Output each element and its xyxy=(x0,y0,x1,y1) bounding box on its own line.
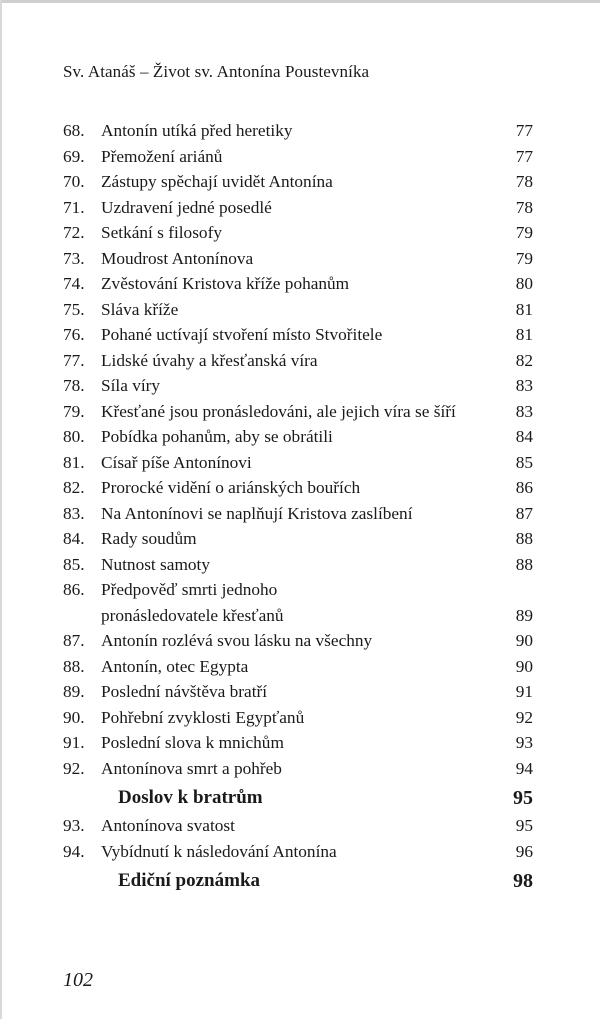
toc-entry-page: 89 xyxy=(515,605,533,625)
toc-entry xyxy=(63,195,533,221)
toc-entry-page: 90 xyxy=(515,631,533,650)
toc-entry-page: 80 xyxy=(515,274,533,293)
toc-entry-number: 72. xyxy=(63,223,85,242)
toc-entry xyxy=(63,220,533,246)
toc-entry-number: 84. xyxy=(63,529,85,548)
toc-entry-title: Zvěstování Kristova kříže pohanům xyxy=(101,274,350,293)
toc-entry-page: 88 xyxy=(515,554,533,574)
toc-entry-title: Antonín rozlévá svou lásku na všechny xyxy=(101,631,373,650)
toc-section-title: Ediční poznámka xyxy=(118,870,261,891)
toc-entry-title: Zástupy spěchají uvidět Antonína xyxy=(101,172,333,191)
toc-entry xyxy=(63,475,533,501)
toc-entry-page: 79 xyxy=(515,223,533,242)
toc-entry-number: 88. xyxy=(63,656,85,676)
toc-entry-page: 96 xyxy=(515,841,533,861)
toc-entry-title: Pohané uctívají stvoření místo Stvořitele xyxy=(101,325,383,344)
toc-section-heading xyxy=(63,781,533,813)
toc-section-heading xyxy=(63,864,533,896)
toc-entry-title: Antonín utíká před heretiky xyxy=(101,121,293,140)
toc-entry-number: 76. xyxy=(63,325,85,344)
toc-entry-number: 78. xyxy=(63,376,85,395)
toc-entry-number: 90. xyxy=(63,707,85,727)
toc-entry-number: 69. xyxy=(63,146,85,166)
toc-entry-number: 79. xyxy=(63,401,85,421)
toc-entry-number: 85. xyxy=(63,554,85,574)
toc-entry-title: Antonínova svatost xyxy=(101,816,235,835)
toc-entry-number: 94. xyxy=(63,841,85,861)
toc-entry-title: Prorocké vidění o ariánských bouřích xyxy=(101,478,361,497)
toc-entry xyxy=(63,169,533,195)
toc-entry-page: 93 xyxy=(515,733,533,752)
toc-entry-title: Pohřební zvyklosti Egypťanů xyxy=(101,707,305,727)
toc-entry-page: 94 xyxy=(515,758,533,778)
toc-entry xyxy=(63,501,533,527)
toc-entry-number: 81. xyxy=(63,452,85,472)
toc-entry-title: Na Antonínovi se naplňují Kristova zaslíbení xyxy=(101,503,413,523)
toc-entry-page: 83 xyxy=(515,401,533,421)
toc-entry-title: Uzdravení jedné posedlé xyxy=(101,197,272,217)
toc-entry-page: 92 xyxy=(515,707,533,727)
toc-entry-title: Síla víry xyxy=(101,376,161,395)
toc-entry xyxy=(63,603,533,629)
page-number: 102 xyxy=(63,969,93,991)
toc-entry-title: pronásledovatele křesťanů xyxy=(101,605,284,625)
toc-entry-number: 73. xyxy=(63,248,85,268)
toc-entry-number: 80. xyxy=(63,427,85,446)
toc-entry xyxy=(63,424,533,450)
toc-entry-number: 82. xyxy=(63,478,85,497)
toc-entry-title: Přemožení ariánů xyxy=(101,146,223,166)
toc-entry-number: 89. xyxy=(63,682,85,701)
toc-entry xyxy=(63,813,533,839)
toc-entry-page: 83 xyxy=(515,376,533,395)
toc-entry xyxy=(63,271,533,297)
toc-entry-title: Pobídka pohanům, aby se obrátili xyxy=(101,427,333,446)
toc-entry-title: Vybídnutí k následování Antonína xyxy=(101,841,337,861)
toc-entry-title: Antonínova smrt a pohřeb xyxy=(101,758,282,778)
toc-entry-number: 93. xyxy=(63,816,85,835)
toc-entry xyxy=(63,450,533,476)
toc-entry-title: Rady soudům xyxy=(101,529,197,548)
toc-entry-page: 98 xyxy=(513,870,533,892)
toc-entry-page: 79 xyxy=(515,248,533,268)
toc-entry-page: 90 xyxy=(515,656,533,676)
toc-entry xyxy=(63,348,533,374)
toc-entry xyxy=(63,297,533,323)
toc-entry xyxy=(63,756,533,782)
toc-entry-title: Poslední návštěva bratří xyxy=(101,682,268,701)
toc-entry-page: 82 xyxy=(515,350,533,370)
toc-entry xyxy=(63,730,533,756)
toc-entry-number: 77. xyxy=(63,350,85,370)
toc-entry-number: 91. xyxy=(63,733,85,752)
toc-entry xyxy=(63,679,533,705)
page-left-edge xyxy=(0,0,2,1019)
toc-entry-title: Antonín, otec Egypta xyxy=(101,656,249,676)
toc-entry xyxy=(63,839,533,865)
toc-entry-number: 74. xyxy=(63,274,85,293)
toc-entry-page: 77 xyxy=(515,121,533,140)
toc-entry-page: 95 xyxy=(513,787,533,809)
toc-entry-number: 70. xyxy=(63,172,85,191)
toc-entry-number: 92. xyxy=(63,758,85,778)
toc-entry-page: 91 xyxy=(515,682,533,701)
toc-entry-number: 86. xyxy=(63,580,85,599)
table-of-contents xyxy=(63,118,533,896)
toc-entry-page: 81 xyxy=(515,325,533,344)
toc-entry xyxy=(63,552,533,578)
toc-entry xyxy=(63,144,533,170)
toc-entry xyxy=(63,654,533,680)
running-head: Sv. Atanáš – Život sv. Antonína Poustevníka xyxy=(63,62,370,81)
toc-entry-page: 87 xyxy=(515,503,533,523)
toc-entry-page: 88 xyxy=(515,529,533,548)
toc-entry-number: 83. xyxy=(63,503,85,523)
toc-entry xyxy=(63,373,533,399)
toc-entry xyxy=(63,628,533,654)
toc-entry xyxy=(63,577,533,603)
toc-entry-page: 85 xyxy=(515,452,533,472)
toc-entry-page: 86 xyxy=(515,478,533,497)
toc-entry-title: Křesťané jsou pronásledováni, ale jejich víra se šíří xyxy=(101,401,456,421)
toc-entry-page: 77 xyxy=(515,146,533,166)
toc-entry xyxy=(63,246,533,272)
toc-entry-page: 84 xyxy=(515,427,533,446)
toc-entry-title: Předpověď smrti jednoho xyxy=(101,580,278,599)
toc-entry-page: 78 xyxy=(515,172,533,191)
toc-entry xyxy=(63,705,533,731)
toc-entry-number: 75. xyxy=(63,299,85,319)
toc-entry-number: 68. xyxy=(63,121,85,140)
toc-entry-title: Moudrost Antonínova xyxy=(101,248,254,268)
toc-entry-title: Poslední slova k mnichům xyxy=(101,733,284,752)
toc-entry-title: Císař píše Antonínovi xyxy=(101,452,252,472)
toc-entry xyxy=(63,399,533,425)
toc-entry-page: 81 xyxy=(515,299,533,319)
toc-entry-page: 78 xyxy=(515,197,533,217)
toc-entry xyxy=(63,118,533,144)
toc-entry-title: Setkání s filosofy xyxy=(101,223,222,242)
toc-entry-title: Lidské úvahy a křesťanská víra xyxy=(101,350,318,370)
toc-entry-number: 87. xyxy=(63,631,85,650)
toc-entry xyxy=(63,526,533,552)
toc-entry-number: 71. xyxy=(63,197,85,217)
toc-entry-title: Nutnost samoty xyxy=(101,554,210,574)
toc-entry xyxy=(63,322,533,348)
toc-section-title: Doslov k bratrům xyxy=(118,787,263,808)
page-top-edge xyxy=(0,0,600,3)
toc-entry-page: 95 xyxy=(515,816,533,835)
toc-entry-title: Sláva kříže xyxy=(101,299,179,319)
